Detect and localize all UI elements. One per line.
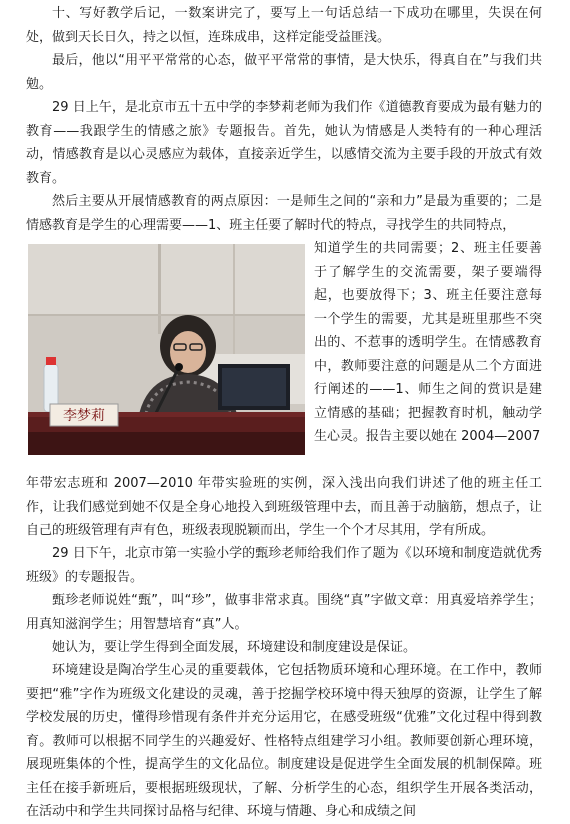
paragraph-development-guarantee: 她认为，要让学生得到全面发展，环境建设和制度建设是保证。 [52, 640, 417, 655]
nameplate-text: 李梦莉 [63, 408, 105, 424]
paragraph-emotion-reasons: 然后主要从开展情感教育的两点原因：一是师生之间的“亲和力”是最为重要的；二是情感教育是学生的心理需要——1、班主任要了解时代的特点，寻找学生的共同特点， [26, 194, 542, 233]
paragraph-zhenzhen-intro: 甄珍老师说姓“甄”，叫“珍”，做事非常求真。围绕“真”字做文章：用真爱培养学生；用真知滋润学生；用智慧培育“真”人。 [26, 593, 542, 632]
paragraph-morning-report: 29 日上午，是北京市五十五中学的李梦莉老师为我们作《道德教育要成为最有魅力的教育——我跟学生的情感之旅》专题报告。首先，她认为情感是人类特有的一种心理活动，情感教育是以心灵感应为载体，直接亲近学生，以感情交流为主要手段的开放式有效教育。 [26, 100, 542, 186]
paragraph-environment-building: 环境建设是陶冶学生心灵的重要载体，它包括物质环境和心理环境。在工作中，教师要把“雅”字作为班级文化建设的灵魂，善于挖掘学校环境中得天独厚的资源，让学生了解学校发展的历史，懂得珍惜现有条件并充分运用它，在感受班级“优雅”文化过程中得到教育。教师可以根据不同学生的兴趣爱好、性格特点组建学习小组。教师要创新心理环境，展现班集体的个性，提高学生的文化品位。制度建设是促进学生全面发展的机制保障。班主任在接手新班后，要根据班级现状，了解、分析学生的心态，组织学生开展各类活动，在活动中和学生共同探讨品格与纪律、环境与情趣、身心和成绩之间 [26, 663, 542, 819]
paragraph-closing-remark: 最后，他以“用平平常常的心态，做平平常常的事情，是大快乐，得真自在”与我们共勉。 [26, 53, 542, 92]
paragraph-teaching-notes: 十、写好教学后记，一数案讲完了，要写上一句话总结一下成功在哪里，失误在何处，做到天长日久，持之以恒，连珠成串，这样定能受益匪浅。 [26, 6, 542, 45]
paragraph-emotion-needs: 知道学生的共同需要；2、班主任要善于了解学生的交流需要，架子要端得起，也要放得下；3、班主任要注意每一个学生的需要，尤其是班里那些不突出的、不惹事的透明学生。在情感教育中，教师要注意的问题是从二个方面进行阐述的——1、师生之间的赏识是建立情感的基础；把握教育时机，触动学生心灵。报告主要以她在 2004—2007 [314, 241, 542, 444]
paragraph-report-summary: 年带宏志班和 2007—2010 年带实验班的实例，深入浅出向我们讲述了他的班主任工作，让我们感觉到她不仅是全身心地投入到班级管理中去，而且善于动脑筋，想点子，让自己的班级管理有声有色，班级表现脱颖而出，学生一个个才尽其用，学有所成。 [26, 476, 542, 538]
speaker-photo [28, 244, 305, 455]
paragraph-afternoon-report: 29 日下午，北京市第一实验小学的甄珍老师给我们作了题为《以环境和制度造就优秀班级》的专题报告。 [26, 546, 542, 585]
